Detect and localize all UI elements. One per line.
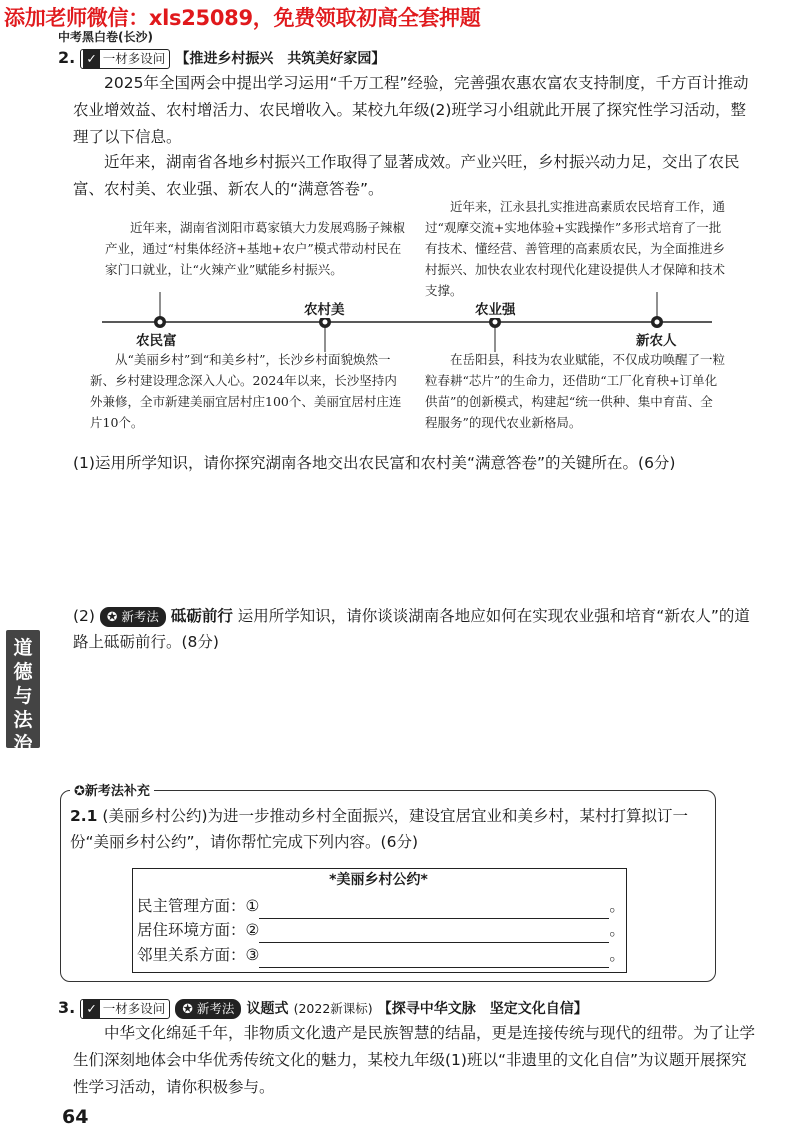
bulb-icon: ✪ [74, 784, 85, 799]
check-icon: ✓ [83, 50, 99, 68]
q3-tag: ✓ 一材多设问 [80, 999, 170, 1019]
supplement-q-number: 2.1 [70, 807, 98, 825]
timeline-box-bottom-left: 从“美丽乡村”到“和美乡村”，长沙乡村面貌焕然一新、乡村建设理念深入人心。2024年以来，长沙坚持内外兼修，全市新建美丽宜居村庄100个、美丽宜居村庄连片10个。 [90, 352, 402, 430]
supplement-title: ✪新考法补充 [70, 780, 154, 799]
bulb-icon: ✪ [106, 608, 118, 624]
convention-item-3: 邻里关系方面：③ 。 [137, 942, 625, 968]
q2-number: 2. [58, 48, 76, 67]
q3-tag-note: (2022新课标) [293, 1001, 373, 1016]
timeline-box-top-right: 近年来，江永县扎实推进高素质农民培育工作，通过“观摩交流+实地体验+实践操作”多形式培育了一批有技术、懂经营、善管理的高素质农民，为全面推进乡村振兴、加快农业农村现代化建设提供人才保障和技术支撑。 [425, 199, 726, 298]
q2-intro-para2: 近年来，湖南省各地乡村振兴工作取得了显著成效。产业兴旺，乡村振兴动力足，交出了农民富、农村美、农业强、新农人的“满意答卷”。 [73, 153, 740, 198]
promo-watermark: 添加老师微信：xls25089，免费领取初高全套押题 [4, 6, 481, 30]
q2-heading [58, 48, 385, 69]
bulb-icon: ✪ [182, 1000, 193, 1016]
q3-number: 3. [58, 998, 76, 1017]
book-series-label: 中考黑白卷(长沙) [58, 30, 153, 44]
convention-item-1: 民主管理方面：① 。 [137, 893, 625, 919]
q3-para: 中华文化绵延千年，非物质文化遗产是民族智慧的结晶，更是连接传统与现代的纽带。为了让学生们深刻地体会中华优秀传统文化的魅力，某校九年级(1)班以“非遗里的文化自信”为议题开展探究性学习活动，请你积极参与。 [73, 1024, 756, 1096]
convention-title: *美丽乡村公约* [329, 872, 428, 888]
q2-tag [80, 49, 170, 69]
supplement-question [70, 803, 700, 855]
convention-item-2: 居住环境方面：② 。 [137, 917, 625, 943]
answer-blank-3[interactable] [259, 951, 609, 968]
side-tab-char: 法 [13, 709, 33, 731]
side-tab-char: 与 [13, 685, 33, 707]
side-tab-char: 德 [13, 661, 33, 683]
q2-sub2-tag [100, 607, 166, 627]
timeline-box-top-left: 近年来，湖南省浏阳市葛家镇大力发展鸡肠子辣椒产业，通过“村集体经济+基地+农户”模式带动村民在家门口就业，让“火辣产业”赋能乡村振兴。 [105, 220, 406, 277]
q2-sub2-number: (2) [73, 607, 95, 625]
q2-sub2-title: 砥砺前行 [170, 607, 233, 625]
q3-topic: 【探寻中华文脉 坚定文化自信】 [377, 1001, 588, 1017]
q2-sub2-tag-label: 新考法 [121, 608, 159, 624]
timeline-label-nongcunmei: 农村美 [301, 298, 348, 318]
q3-tag-new: ✪ 新考法 [175, 999, 241, 1019]
q2-intro-para1: 2025年全国两会中提出学习运用“千万工程”经验，完善强农惠农富农支持制度，千方百计推动农业增效益、农村增活力、农民增收入。某校九年级(2)班学习小组就此开展了探究性学习活动，整理了以下信息。 [73, 74, 749, 146]
convention-item-label: 民主管理方面：① [137, 897, 260, 915]
subject-side-tab [6, 630, 40, 755]
timeline-label-nongminfu: 农民富 [133, 329, 180, 349]
q2-subquestion-2 [73, 603, 757, 655]
q2-subquestion-1: (1)运用所学知识，请你探究湖南各地交出农民富和农村美“满意答卷”的关键所在。(6分) [73, 454, 676, 472]
timeline-label-nongyeqiang: 农业强 [472, 298, 519, 318]
answer-blank-2[interactable] [259, 926, 609, 943]
q2-topic: 【推进乡村振兴 共筑美好家园】 [175, 51, 386, 67]
side-tab-char: 道 [13, 637, 33, 659]
convention-item-label: 邻里关系方面：③ [137, 946, 260, 964]
supplement-q-text: (美丽乡村公约)为进一步推动乡村全面振兴，建设宜居宜业和美乡村，某村打算拟订一份“美丽乡村公约”，请你帮忙完成下列内容。(6分) [70, 807, 689, 851]
timeline-label-xinnongren: 新农人 [633, 329, 680, 349]
timeline-box-bottom-right: 在岳阳县，科技为农业赋能，不仅成功唤醒了一粒粒春耕“芯片”的生命力，还借助“工厂化育秧+订单化供苗”的创新模式，构建起“统一供种、集中育苗、全程服务”的现代农业新格局。 [425, 352, 726, 430]
q2-sub2-text: 运用所学知识，请你谈谈湖南各地应如何在实现农业强和培育“新农人”的道路上砥砺前行。(8分) [73, 607, 750, 651]
q3-heading [58, 998, 588, 1019]
page-number: 64 [62, 1106, 89, 1128]
check-icon: ✓ [83, 1000, 99, 1018]
q3-tag-topic-type: 议题式 [246, 1001, 289, 1017]
side-tab-char: 治 [13, 733, 33, 755]
q2-tag-label: 一材多设问 [102, 50, 166, 66]
convention-item-label: 居住环境方面：② [137, 921, 260, 939]
